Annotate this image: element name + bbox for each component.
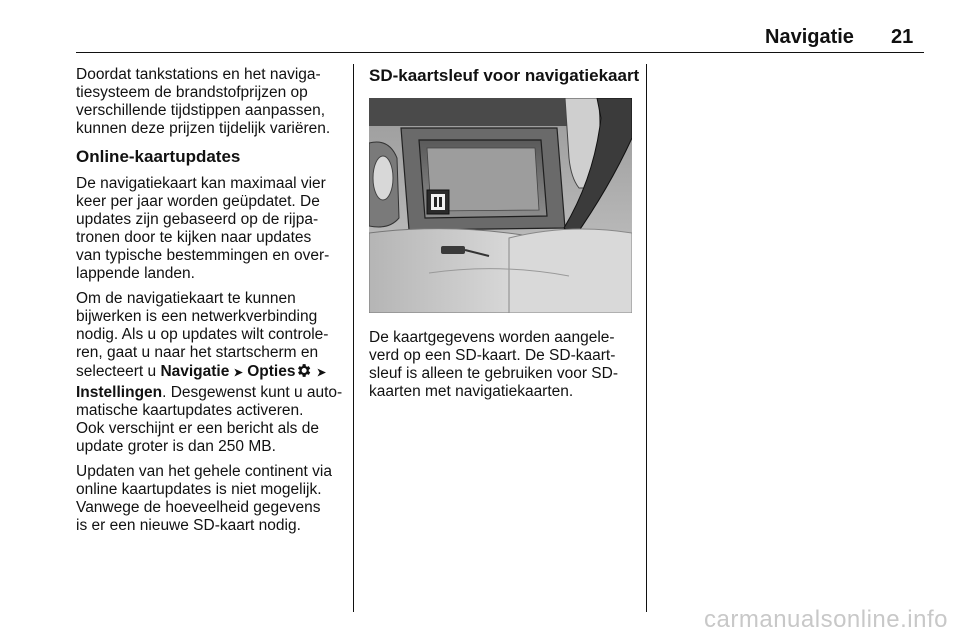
text-line: verschillende tijdstippen aanpassen, <box>76 102 326 119</box>
arrow-right-icon: ➤ <box>316 367 326 379</box>
menu-term-opties: Opties <box>247 363 296 380</box>
text-line: nodig. Als u op updates wilt controle- <box>76 326 329 343</box>
text-line: update groter is dan 250 MB. <box>76 438 276 455</box>
menu-term-instellingen: Instellingen <box>76 384 163 401</box>
menu-term-navigatie: Navigatie <box>160 363 230 380</box>
text-line: van typische bestemmingen en over- <box>76 247 330 264</box>
text-line: Vanwege de hoeveelheid gegevens <box>76 499 321 516</box>
text-line: lappende landen. <box>76 265 195 282</box>
text-line: verd op een SD-kaart. De SD-kaart- <box>369 347 616 364</box>
text-line: De kaartgegevens worden aangele- <box>369 329 615 346</box>
column-divider-left <box>353 64 354 612</box>
text-line: tiesysteem de brandstofprijzen op <box>76 84 308 101</box>
arrow-right-icon: ➤ <box>233 367 243 379</box>
text-line: Ook verschijnt er een bericht als de <box>76 420 319 437</box>
paragraph-continent-update <box>76 463 344 535</box>
text-line: ren, gaat u naar het startscherm en <box>76 344 319 361</box>
text-line: updates zijn gebaseerd op de rijpa- <box>76 211 319 228</box>
text-line: online kaartupdates is niet mogelijk. <box>76 481 322 498</box>
text-line: kaarten met navigatiekaarten. <box>369 383 574 400</box>
text-line: bijwerken is een netwerkverbinding <box>76 308 318 325</box>
text-line-menu-path <box>76 362 344 384</box>
text-line: De navigatiekaart kan maximaal vier <box>76 175 326 192</box>
section-heading-sd-slot: SD-kaartsleuf voor navigatiekaart <box>369 66 640 85</box>
page-title: Navigatie <box>765 26 854 48</box>
text-line: is er een nieuwe SD-kaart nodig. <box>76 517 301 534</box>
paragraph-update-frequency <box>76 175 344 283</box>
text-line: keer per jaar worden geüpdatet. De <box>76 193 320 210</box>
text-line: Om de navigatiekaart te kunnen <box>76 290 296 307</box>
text-line: sleuf is alleen te gebruiken voor SD- <box>369 365 618 382</box>
text-line: tronen door te kijken naar updates <box>76 229 312 246</box>
header-divider <box>76 52 924 53</box>
section-heading-online-updates: Online-kaartupdates <box>76 147 241 166</box>
sd-card-slot-illustration <box>369 98 632 313</box>
watermark: carmanualsonline.info <box>704 606 948 633</box>
text-line: kunnen deze prijzen tijdelijk variëren. <box>76 120 331 137</box>
column-divider-right <box>646 64 647 612</box>
intro-paragraph <box>76 66 344 138</box>
paragraph-update-instructions <box>76 290 344 456</box>
middle-column <box>369 66 640 408</box>
text-fragment: . Desgewenst kunt u auto- <box>162 384 343 401</box>
caption-paragraph <box>369 329 637 401</box>
left-column <box>76 66 344 542</box>
text-line: Updaten van het gehele continent via <box>76 463 332 480</box>
text-line <box>76 384 344 402</box>
page-number: 21 <box>891 26 914 48</box>
gear-icon <box>295 362 312 384</box>
text-fragment: selecteert u <box>76 363 161 380</box>
text-line: matische kaartupdates activeren. <box>76 402 304 419</box>
text-line: Doordat tankstations en het naviga- <box>76 66 321 83</box>
